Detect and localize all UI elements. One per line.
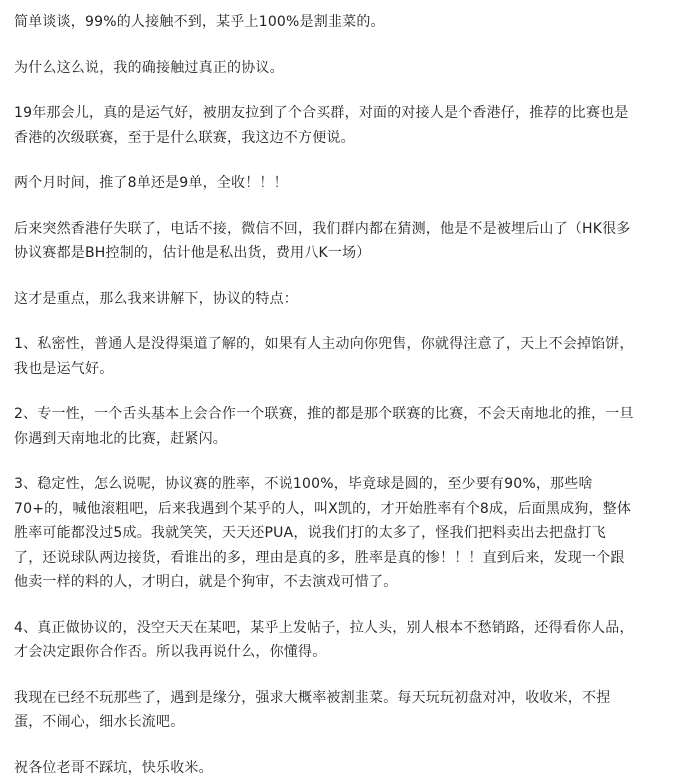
paragraph-point-2 — [14, 402, 672, 451]
paragraph-line: 3、稳定性，怎么说呢，协议赛的胜率，不说100%，毕竟球是圆的，至少要有90%，那些啥 — [14, 472, 672, 497]
paragraph-line: 简单谈谈，99%的人接触不到，某乎上100%是割韭菜的。 — [14, 10, 672, 35]
paragraph-line: 后来突然香港仔失联了，电话不接，微信不回，我们群内都在猜测，他是不是被埋后山了（HK很多 — [14, 217, 672, 242]
paragraph-claim — [14, 56, 672, 81]
paragraph-line: 他卖一样的料的人，才明白，就是个狗审，不去演戏可惜了。 — [14, 570, 672, 595]
paragraph-point-1 — [14, 332, 672, 381]
paragraph-intro — [14, 10, 672, 35]
paragraph-line: 胜率可能都没过5成。我就笑笑，天天还PUA，说我们打的太多了，怪我们把料卖出去把盘打飞 — [14, 521, 672, 546]
paragraph-point-4 — [14, 616, 672, 665]
paragraph-line: 70+的，喊他滚粗吧，后来我遇到个某乎的人，叫X凯的，才开始胜率有个8成，后面黑成狗，整体 — [14, 497, 672, 522]
paragraph-closing — [14, 756, 672, 780]
paragraph-result — [14, 171, 672, 196]
paragraph-line: 了，还说球队两边接货，看谁出的多，理由是真的多，胜率是真的惨！！！直到后来，发现一个跟 — [14, 546, 672, 571]
paragraph-line: 19年那会儿，真的是运气好，被朋友拉到了个合买群，对面的对接人是个香港仔，推荐的比赛也是 — [14, 101, 672, 126]
paragraph-line: 两个月时间，推了8单还是9单，全收！！！ — [14, 171, 672, 196]
paragraph-lost-contact — [14, 217, 672, 266]
paragraph-features-intro — [14, 287, 672, 312]
paragraph-line: 1、私密性，普通人是没得渠道了解的，如果有人主动向你兜售，你就得注意了，天上不会掉馅饼， — [14, 332, 672, 357]
paragraph-line: 香港的次级联赛，至于是什么联赛，我这边不方便说。 — [14, 126, 672, 151]
paragraph-line: 才会决定跟你合作否。所以我再说什么，你懂得。 — [14, 640, 672, 665]
paragraph-line: 祝各位老哥不踩坑，快乐收米。 — [14, 756, 672, 780]
paragraph-line: 你遇到天南地北的比赛，赶紧闪。 — [14, 427, 672, 452]
paragraph-line: 这才是重点，那么我来讲解下，协议的特点： — [14, 287, 672, 312]
paragraph-line: 协议赛都是BH控制的，估计他是私出货，费用八K一场） — [14, 241, 672, 266]
paragraph-line: 蛋，不闹心，细水长流吧。 — [14, 710, 672, 735]
paragraph-point-3 — [14, 472, 672, 595]
paragraph-current — [14, 686, 672, 735]
paragraph-line: 我也是运气好。 — [14, 357, 672, 382]
paragraph-line: 4、真正做协议的，没空天天在某吧，某乎上发帖子，拉人头，别人根本不愁销路，还得看你人品， — [14, 616, 672, 641]
paragraph-line: 我现在已经不玩那些了，遇到是缘分，强求大概率被割韭菜。每天玩玩初盘对冲，收收米，不捏 — [14, 686, 672, 711]
paragraph-line: 2、专一性，一个舌头基本上会合作一个联赛，推的都是那个联赛的比赛，不会天南地北的推，一旦 — [14, 402, 672, 427]
paragraph-story — [14, 101, 672, 150]
paragraph-line: 为什么这么说，我的确接触过真正的协议。 — [14, 56, 672, 81]
